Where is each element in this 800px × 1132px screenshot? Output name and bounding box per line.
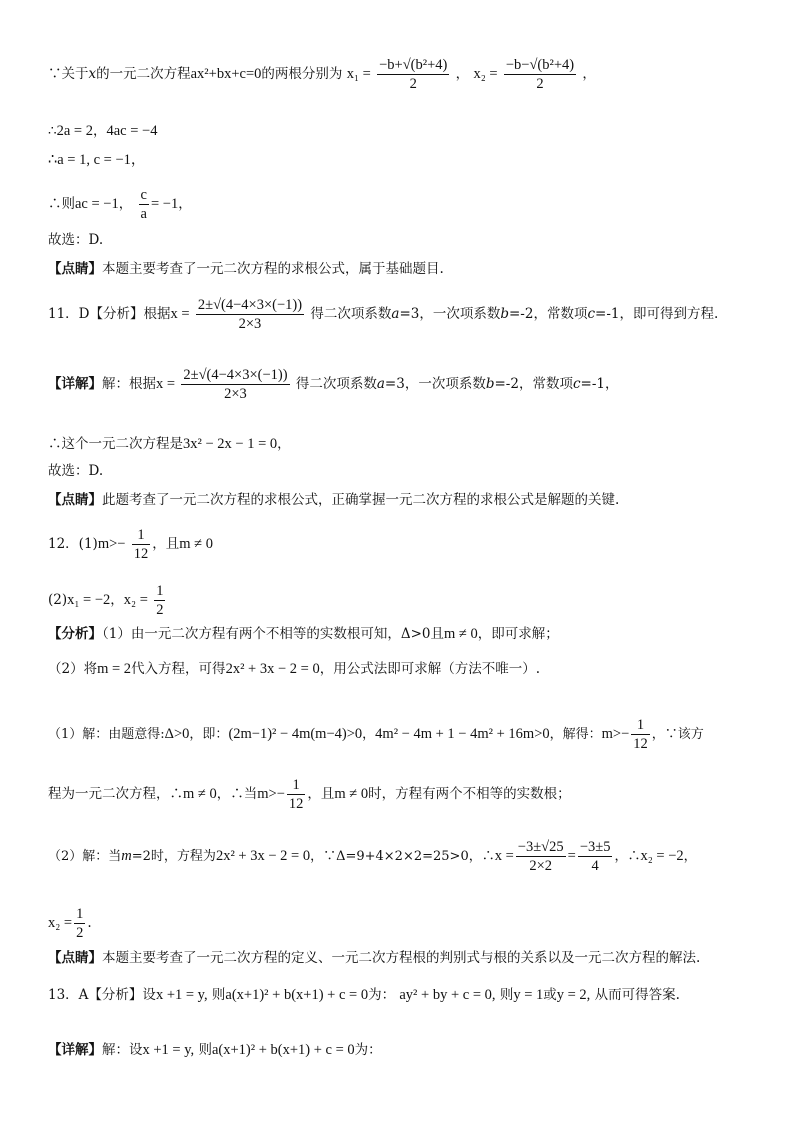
text: ，用公式法即可求解（方法不唯一）. [319, 661, 540, 677]
denominator: 2 [76, 925, 84, 942]
line-1 [48, 56, 596, 93]
question-heading: 12．(1) [48, 536, 98, 553]
line-13 [48, 582, 167, 619]
text: 时，方程有两个不相等的实数根； [368, 786, 571, 803]
text: 本题主要考查了一元二次方程的定义、一元二次方程根的判别式与根的关系以及一元二次方程的解法. [102, 950, 701, 966]
x1-numerator: −b+√(b²+4) [377, 56, 449, 75]
equation: x₂ = −2 [640, 848, 684, 865]
separator: ， [110, 592, 124, 609]
fraction [132, 526, 151, 563]
x1-fraction [377, 56, 449, 93]
text: 从而可得答案. [594, 987, 680, 1003]
text: ，∴ [614, 849, 641, 865]
var: a [391, 306, 400, 323]
x2-fraction [504, 56, 576, 93]
text: ，且 [307, 786, 335, 803]
separator: ， [92, 123, 107, 139]
x1-label: x₁ = [346, 66, 371, 83]
text: ，∵该方 [651, 727, 704, 743]
fraction [516, 838, 566, 875]
text: =-1，即可得到方程. [595, 306, 719, 323]
separator: . [87, 915, 92, 932]
text: 故选：D. [48, 232, 104, 248]
line-21 [48, 988, 680, 1003]
text: ∴则 [48, 196, 75, 213]
text: ∴这个一元二次方程是 [48, 436, 183, 452]
separator: ， [362, 727, 376, 743]
text: 的一元二次方程 [96, 66, 191, 83]
text: （1）解：由题意得: [48, 727, 165, 743]
tag: 【分析】 [48, 626, 102, 642]
text: ，∵Δ=9+4×2×2=25>0，∴ [310, 849, 495, 865]
tag: 【详解】 [48, 1042, 102, 1058]
inequality: m>− [97, 536, 126, 553]
line-22 [48, 1043, 382, 1058]
x-label: x = [494, 848, 514, 865]
separator: ， [277, 436, 291, 452]
var: c [587, 306, 596, 323]
denominator: 2×3 [224, 386, 247, 403]
equation: 3x² − 2x − 1 = 0 [183, 436, 278, 452]
formula-fraction [181, 366, 289, 403]
text: =2时，方程为 [131, 849, 216, 865]
equation: 2a = 2 [56, 123, 93, 139]
numerator: 1 [287, 776, 306, 795]
equation: y = 2, [556, 987, 591, 1003]
denominator: 12 [133, 546, 149, 563]
separator: ， [582, 66, 596, 83]
numerator: −3±√25 [516, 838, 566, 857]
equation: 2x² + 3x − 2 = 0 [215, 848, 311, 865]
equation: a(x+1)² + b(x+1) + c = 0 [225, 987, 369, 1003]
text: 则 [211, 987, 226, 1003]
equals: = [567, 848, 576, 865]
denominator: 2 [156, 602, 164, 619]
x2-denominator: 2 [536, 76, 544, 93]
line-20 [48, 952, 700, 966]
var-x: x [88, 66, 97, 83]
equation: m = 2 [97, 661, 132, 677]
separator: ， [178, 196, 192, 213]
text: =-1， [580, 376, 619, 393]
text: 得二次项系数 [295, 376, 377, 393]
text: ，解得： [549, 727, 602, 743]
var: b [485, 376, 495, 393]
text: 或 [543, 987, 557, 1003]
text: 故选：D. [48, 463, 104, 479]
inequality: m>− [601, 726, 630, 743]
line-12 [48, 526, 213, 563]
inequality: m ≠ 0 [334, 786, 369, 803]
equation: = −1 [150, 196, 179, 213]
fraction [578, 838, 613, 875]
text: ∵关于 [48, 66, 89, 83]
inequality: 4m² − 4m + 1 − 4m² + 16m>0 [375, 726, 550, 743]
text: 的两根分别为 [261, 66, 343, 83]
x-label: x = [156, 376, 176, 393]
line-3 [48, 153, 145, 168]
line-7 [48, 296, 718, 333]
inequality: m ≠ 0 [444, 626, 478, 642]
text: 程为一元二次方程，∴ [48, 786, 183, 803]
question-heading: 11．D【分析】根据 [48, 306, 171, 323]
text: =-2，常数项 [509, 306, 588, 323]
equation: ax²+bx+c=0 [190, 66, 262, 83]
text: ，即： [189, 727, 229, 743]
c-over-a-fraction [139, 186, 149, 223]
separator: ， [118, 196, 133, 213]
line-5 [48, 234, 103, 248]
fraction [154, 582, 165, 619]
denominator: 12 [633, 736, 648, 753]
text: =3，一次项系数 [384, 376, 486, 393]
numerator: c [139, 186, 149, 205]
line-19 [48, 905, 92, 942]
line-4 [48, 186, 192, 223]
numerator: 1 [132, 526, 151, 545]
inequality: m>− [257, 786, 285, 803]
x1-denominator: 2 [409, 76, 417, 93]
var: c [572, 376, 581, 393]
equation: ∴a = 1, c = −1， [48, 152, 146, 168]
numerator: 1 [154, 582, 165, 601]
text: （2）解：当 [48, 849, 122, 865]
line-6 [48, 263, 444, 277]
tag: 【详解】 [48, 376, 102, 393]
therefore-symbol: ∴ [48, 123, 57, 139]
equation: a(x+1)² + b(x+1) + c = 0 [211, 1042, 355, 1058]
tag: 【点睛】 [48, 950, 102, 966]
text: （2）将 [48, 661, 98, 677]
var: b [500, 306, 509, 323]
line-14 [48, 627, 559, 642]
var: a [376, 376, 385, 393]
x-label: x = [170, 306, 190, 323]
text: ，∴当 [216, 786, 258, 803]
line-2 [48, 124, 157, 139]
numerator: 2±√(4−4×3×(−1)) [196, 296, 304, 315]
separator: ， [455, 66, 470, 83]
question-heading: 13．A【分析】设 [48, 987, 156, 1003]
equation: x₁ = −2 [67, 592, 111, 609]
part-label: (2) [48, 592, 68, 609]
line-8 [48, 366, 618, 403]
text: ，即可求解； [477, 626, 559, 642]
fraction [74, 905, 85, 942]
line-15 [48, 662, 540, 677]
denominator: 4 [591, 858, 599, 875]
text: 解：根据 [102, 376, 156, 393]
denominator: 2×3 [238, 316, 262, 333]
line-18 [48, 838, 697, 875]
text: （1）由一元二次方程有两个不相等的实数根可知，Δ>0且 [102, 626, 444, 642]
text: 本题主要考查了一元二次方程的求根公式，属于基础题目. [102, 261, 444, 277]
tag: 【点睛】 [48, 261, 102, 277]
text: 为： [368, 987, 396, 1003]
text: =-2，常数项 [494, 376, 573, 393]
separator: ， [683, 849, 697, 865]
numerator: −3±5 [578, 838, 613, 857]
text: 得二次项系数 [310, 306, 392, 323]
line-17 [48, 776, 571, 813]
numerator: 1 [631, 716, 650, 735]
equation: ac = −1 [75, 196, 119, 213]
tag: 【点睛】 [48, 492, 102, 508]
line-10 [48, 465, 103, 479]
denominator: 12 [288, 796, 304, 813]
equation: 4ac = −4 [106, 123, 158, 139]
text: 则 [499, 987, 514, 1003]
inequality: Δ>0 [164, 726, 190, 743]
text: =3，一次项系数 [399, 306, 501, 323]
text: 解：设 [102, 1042, 143, 1058]
text: 为： [354, 1042, 382, 1058]
x2-label: x₂ = [123, 592, 148, 609]
inequality: m ≠ 0 [179, 536, 213, 553]
x2-label: x₂ = [473, 66, 498, 83]
equation: y = 1 [513, 987, 544, 1003]
line-16 [48, 716, 704, 753]
text: 此题考查了一元二次方程的求根公式，正确掌握一元二次方程的求根公式是解题的关键. [102, 492, 620, 508]
equation: ay² + by + c = 0, [399, 987, 496, 1003]
text: 则 [198, 1042, 212, 1058]
denominator: 2×2 [529, 858, 553, 875]
fraction [631, 716, 650, 753]
x2-label: x₂ = [48, 915, 73, 932]
text: ，且 [152, 536, 180, 553]
numerator: 2±√(4−4×3×(−1)) [181, 366, 289, 385]
inequality: (2m−1)² − 4m(m−4)>0 [228, 726, 363, 743]
fraction [287, 776, 306, 813]
inequality: m ≠ 0 [183, 786, 217, 803]
equation: x +1 = y, [142, 1042, 195, 1058]
formula-fraction [196, 296, 304, 333]
var: m [121, 848, 132, 865]
line-9 [48, 437, 291, 452]
text: 代入方程，可得 [131, 661, 226, 677]
equation: x +1 = y, [155, 987, 208, 1003]
denominator: a [140, 206, 147, 223]
line-11 [48, 494, 619, 508]
numerator: 1 [74, 905, 85, 924]
equation: 2x² + 3x − 2 = 0 [225, 661, 320, 677]
x2-numerator: −b−√(b²+4) [504, 56, 576, 75]
